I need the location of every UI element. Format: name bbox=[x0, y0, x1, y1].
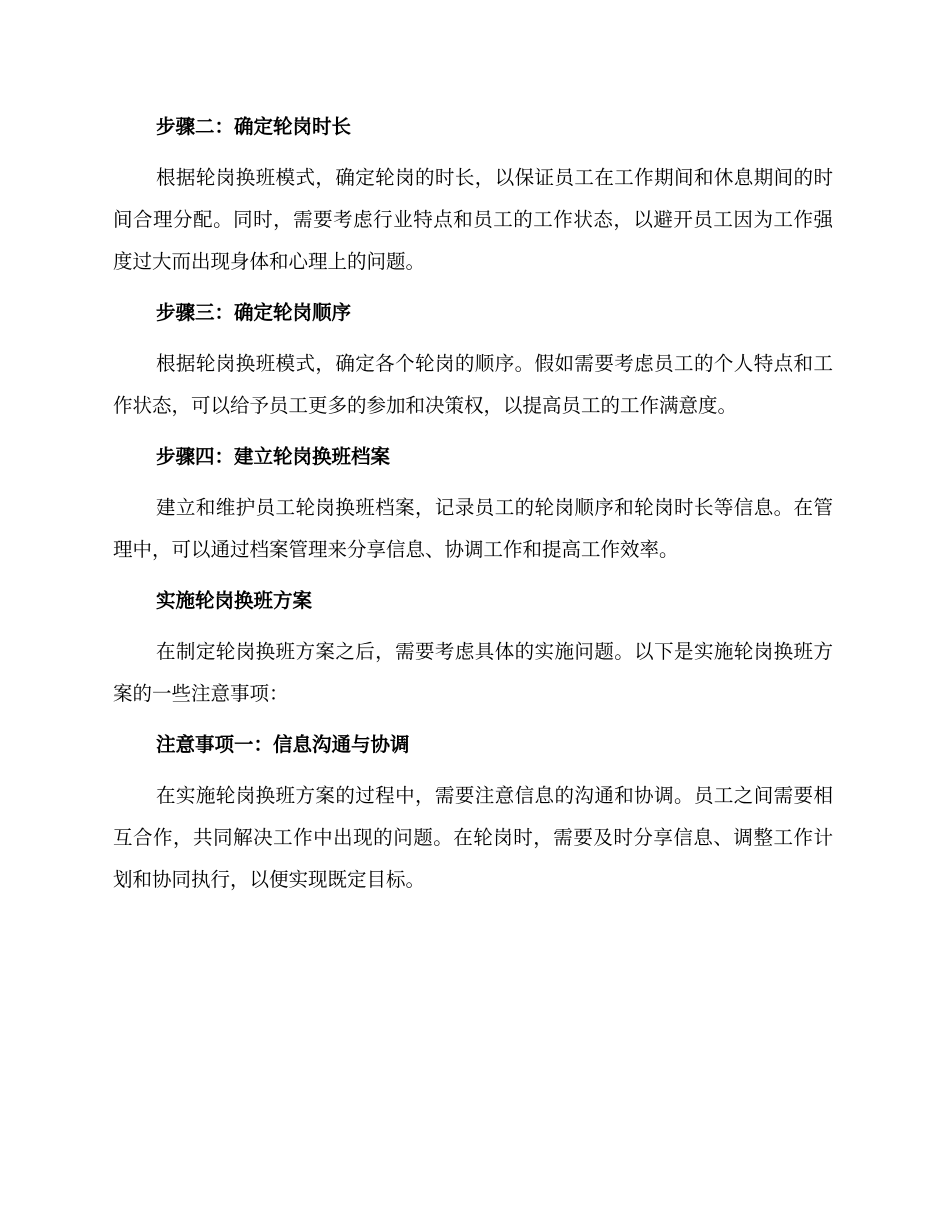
section-heading-implementation: 实施轮岗换班方案 bbox=[156, 589, 313, 612]
section-heading-step-two: 步骤二：确定轮岗时长 bbox=[156, 115, 352, 138]
paragraph-rotation-order: 根据轮岗换班模式，确定各个轮岗的顺序。假如需要考虑员工的个人特点和工作状态，可以给予员工更多的参加和决策权，以提高员工的工作满意度。 bbox=[113, 352, 833, 417]
paragraph-rotation-duration: 根据轮岗换班模式，确定轮岗的时长，以保证员工在工作期间和休息期间的时间合理分配。同时，需要考虑行业特点和员工的工作状态，以避开员工因为工作强度过大而出现身体和心理上的问题。 bbox=[113, 166, 833, 273]
paragraph-communication: 在实施轮岗换班方案的过程中，需要注意信息的沟通和协调。员工之间需要相互合作，共同解决工作中出现的问题。在轮岗时，需要及时分享信息、调整工作计划和协同执行，以便实现既定目标。 bbox=[113, 784, 833, 891]
document-body bbox=[113, 107, 833, 911]
paragraph-rotation-archive: 建立和维护员工轮岗换班档案，记录员工的轮岗顺序和轮岗时长等信息。在管理中，可以通过档案管理来分享信息、协调工作和提高工作效率。 bbox=[113, 496, 833, 561]
section-heading-step-four: 步骤四：建立轮岗换班档案 bbox=[156, 445, 391, 468]
paragraph-implementation-intro: 在制定轮岗换班方案之后，需要考虑具体的实施问题。以下是实施轮岗换班方案的一些注意事项： bbox=[113, 640, 833, 705]
section-heading-step-three: 步骤三：确定轮岗顺序 bbox=[156, 301, 352, 324]
section-heading-note-one: 注意事项一：信息沟通与协调 bbox=[156, 733, 410, 756]
